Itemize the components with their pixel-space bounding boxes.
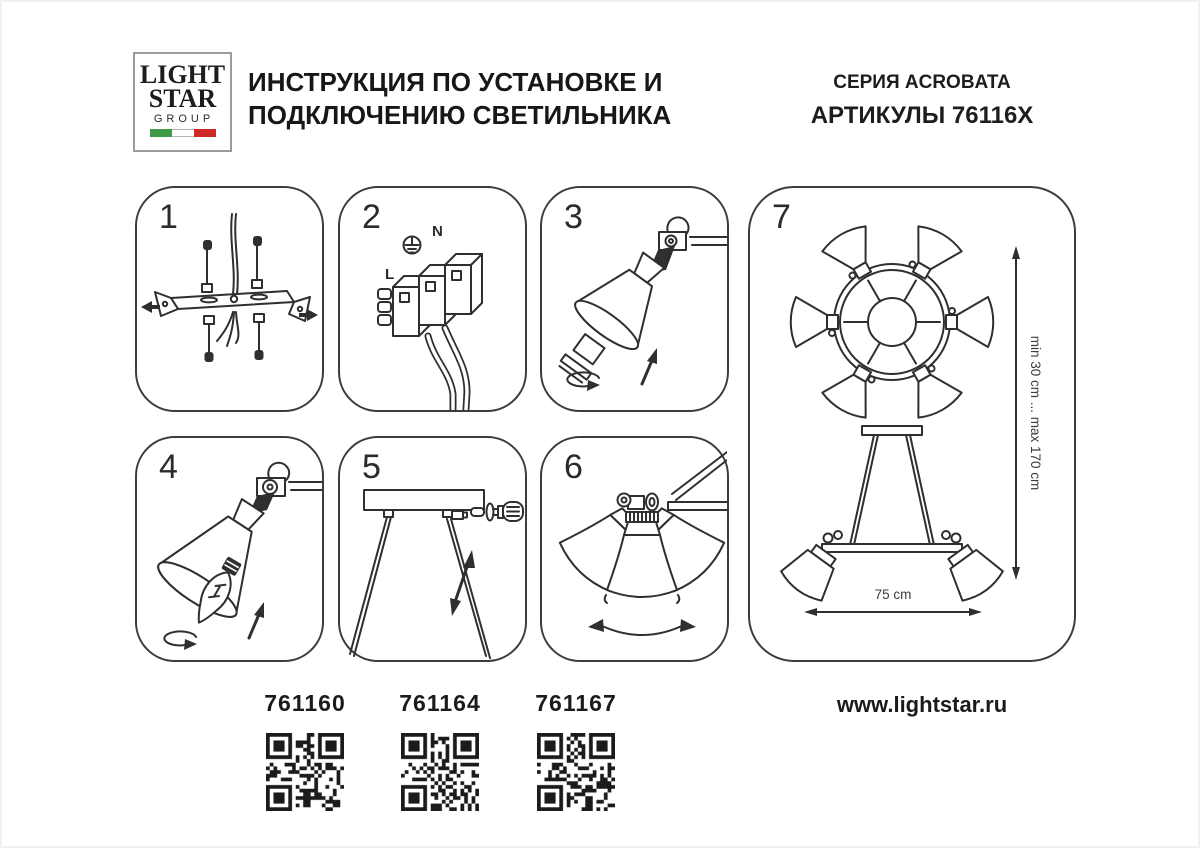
step-panel-6 [540,436,729,662]
website-url: www.lightstar.ru [836,692,1008,717]
step-panel-5 [338,436,527,662]
article-number: 761164 [399,690,481,716]
article-number: 761167 [535,690,617,716]
logo-word-star: STAR [148,84,217,113]
step-number: 5 [362,448,381,486]
step-panel-2 [338,186,527,412]
flag-red [194,129,216,137]
qr-code [401,733,479,811]
label-neutral: N [432,223,443,240]
header-right [772,72,1072,130]
step-number: 3 [564,198,583,236]
logo-word-group: GROUP [153,113,215,125]
step-number: 6 [564,448,583,486]
vertical-dimension-label: min 30 cm ... max 170 cm [1028,335,1043,491]
logo-word-light: LIGHT [139,60,226,89]
step-panel-3 [540,186,729,412]
step-panel-1 [135,186,324,412]
dimensions-panel [748,186,1076,662]
chandelier-dimensions-drawing [750,188,1074,660]
flag-white [172,129,194,137]
label-line: L [385,266,395,283]
step-number: 2 [362,198,381,236]
article-number: 761160 [264,690,346,716]
title-line-2: ПОДКЛЮЧЕНИЮ СВЕТИЛЬНИКА [248,100,672,130]
italian-flag-bar [150,129,216,137]
step-panel-4 [135,436,324,662]
step-number: 1 [159,198,178,236]
lightstar-logo [133,52,232,152]
qr-code [537,733,615,811]
step-number: 7 [772,198,791,236]
step-number: 4 [159,448,178,486]
title-line-1: ИНСТРУКЦИЯ ПО УСТАНОВКЕ И [248,67,663,97]
page-title [248,66,671,132]
articles-label: АРТИКУЛЫ 76116X [810,102,1034,129]
series-label: СЕРИЯ ACROBATA [833,72,1011,93]
qr-code [266,733,344,811]
flag-green [150,129,172,137]
horizontal-dimension-label: 75 cm [874,587,912,602]
